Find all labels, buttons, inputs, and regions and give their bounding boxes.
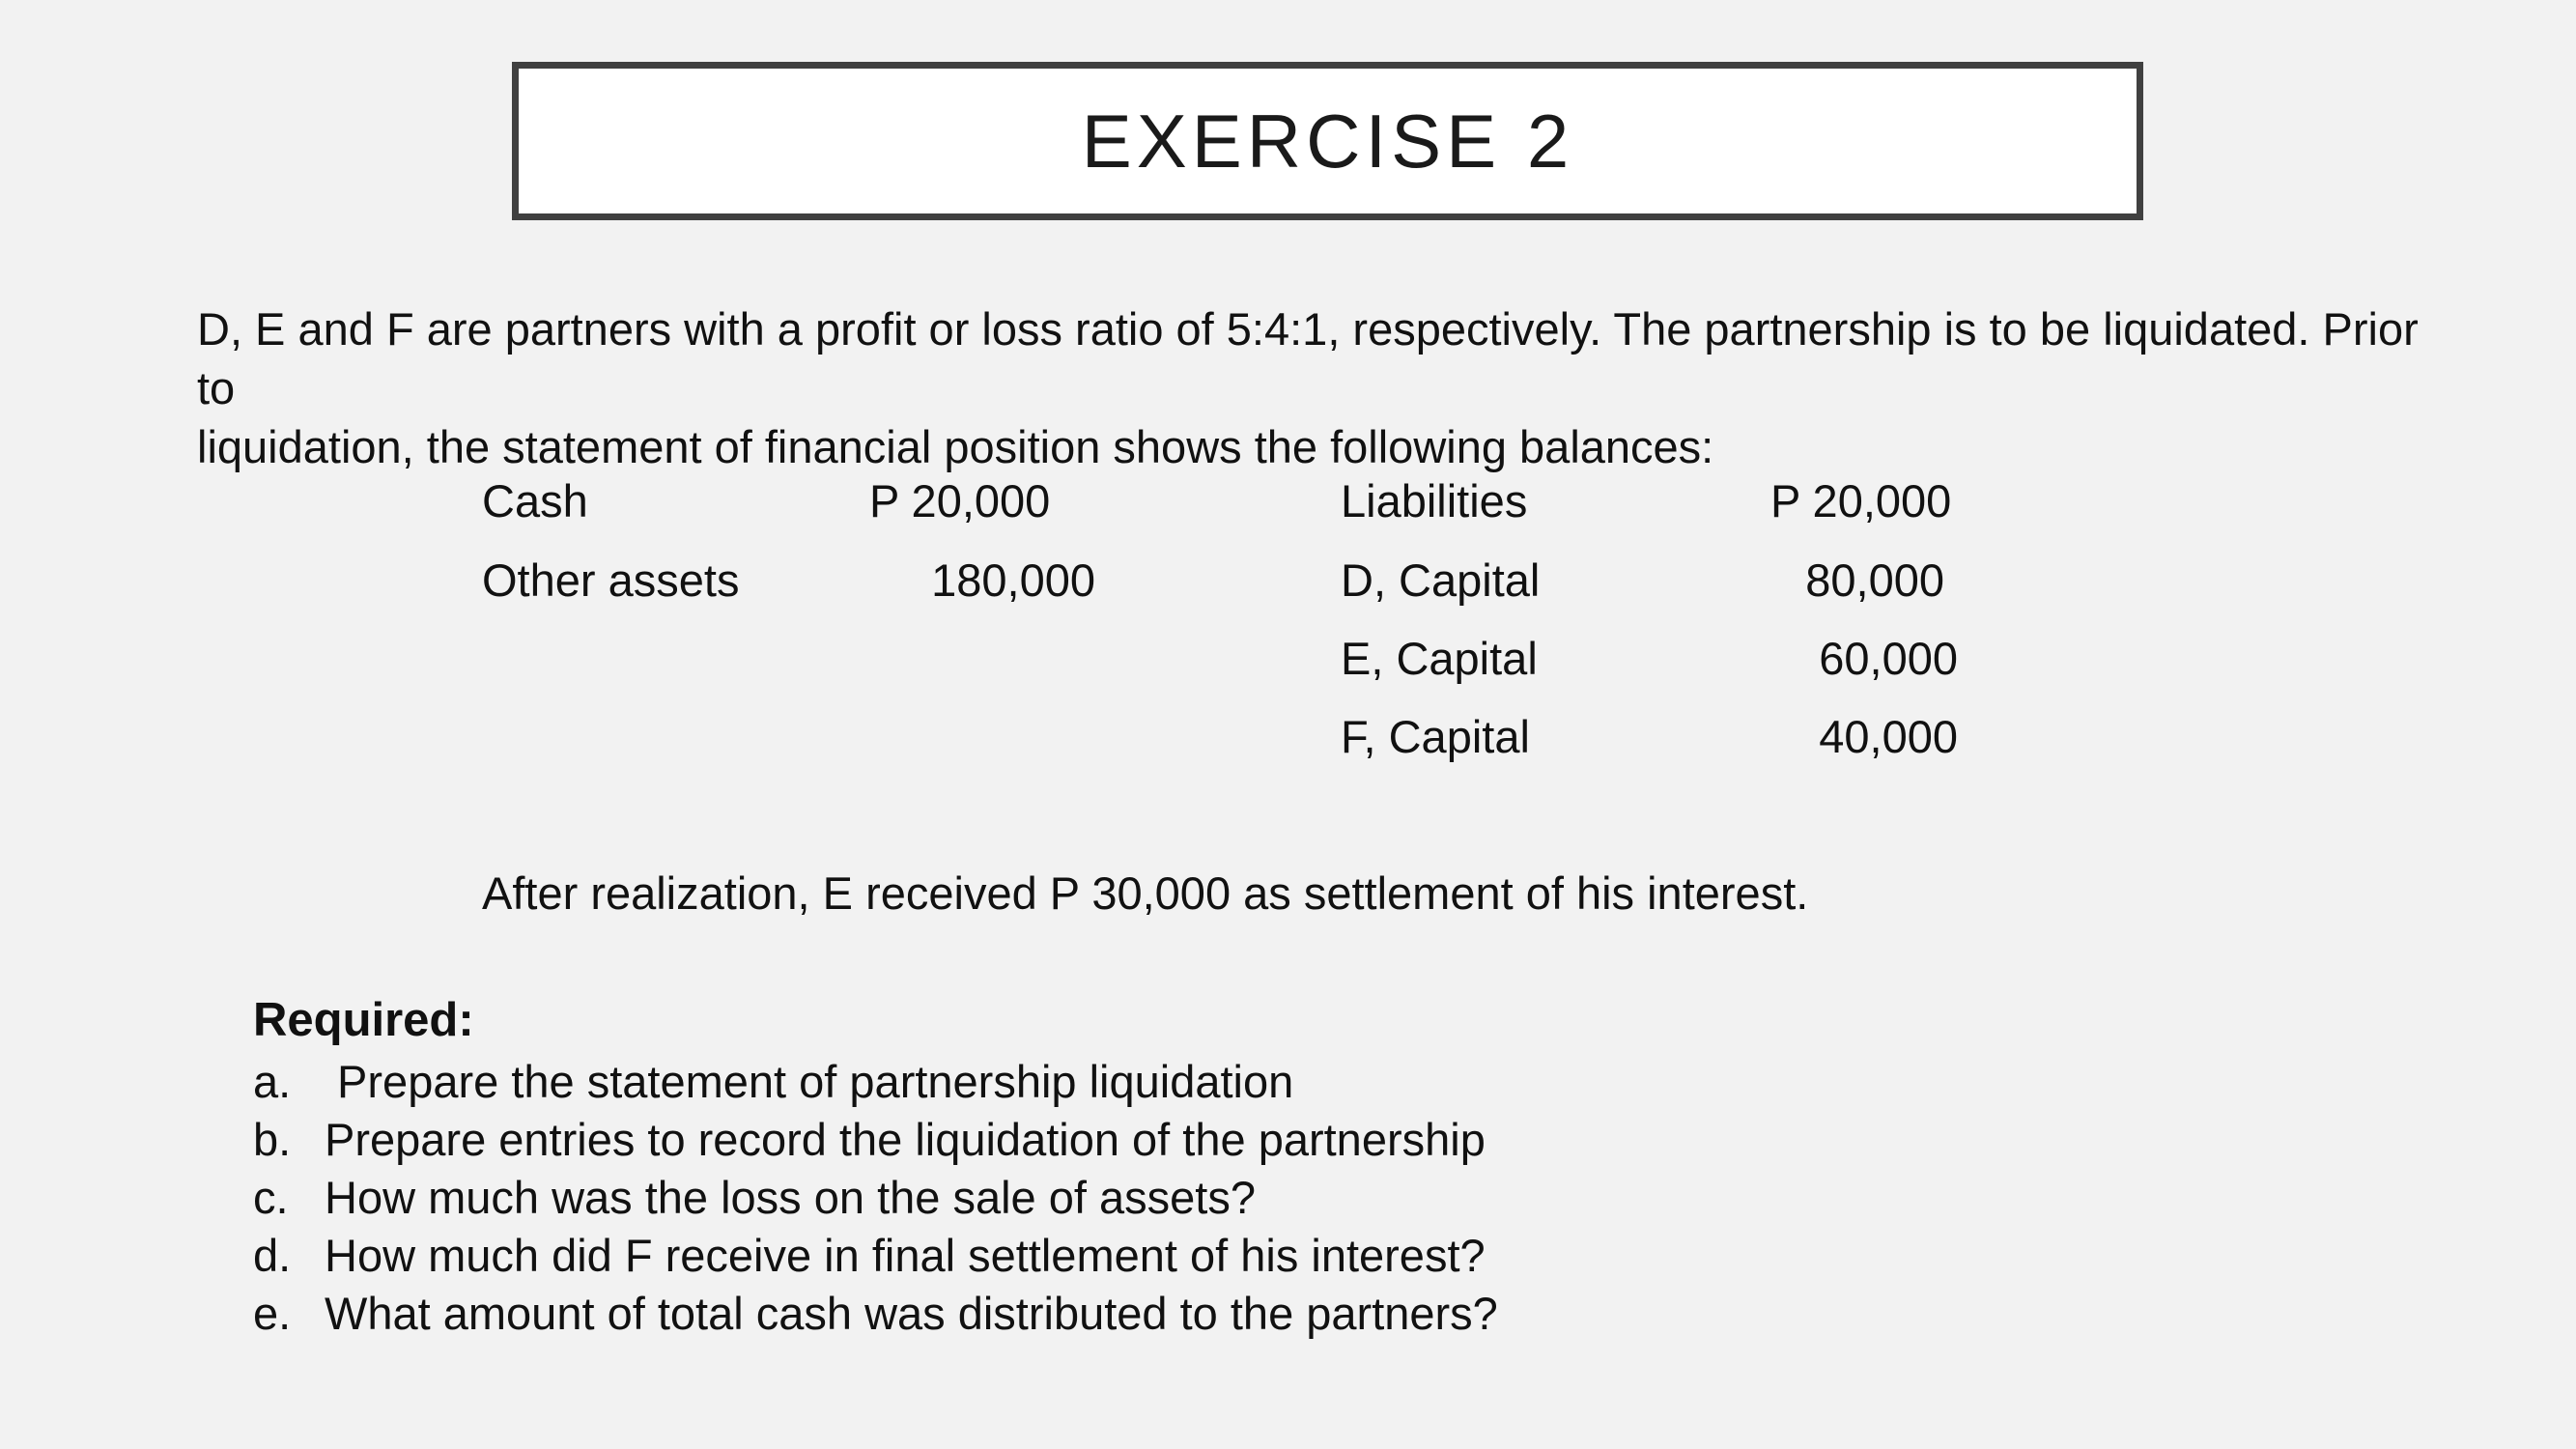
liab-label-d-capital: D, Capital — [1341, 554, 1541, 606]
required-item-letter: b. — [253, 1114, 292, 1165]
asset-amount-cash: P 20,000 — [869, 475, 1051, 526]
liab-label-f-capital: F, Capital — [1341, 711, 1530, 762]
liab-amount-f-capital: 40,000 — [1819, 711, 1958, 762]
required-item-text: How much did F receive in final settlement of his interest? — [325, 1230, 1486, 1281]
intro-line-2: liquidation, the statement of financial position shows the following balances: — [197, 421, 1714, 472]
after-realization-note: After realization, E received P 30,000 as settlement of his interest. — [482, 867, 1809, 919]
title-box — [512, 62, 2143, 220]
required-list — [253, 1053, 1498, 1343]
intro-paragraph — [197, 299, 2448, 476]
liab-amount-liabilities: P 20,000 — [1770, 475, 1952, 526]
asset-amount-other: 180,000 — [931, 554, 1095, 606]
required-item-letter: d. — [253, 1230, 292, 1281]
liab-label-liabilities: Liabilities — [1341, 475, 1528, 526]
liab-amount-d-capital: 80,000 — [1805, 554, 1944, 606]
required-heading: Required: — [253, 994, 474, 1046]
slide-title: EXERCISE 2 — [1081, 98, 1574, 184]
required-item-c — [253, 1169, 1498, 1227]
asset-label-cash: Cash — [482, 475, 588, 526]
required-item-text: Prepare entries to record the liquidation of the partnership — [325, 1114, 1486, 1165]
asset-label-other: Other assets — [482, 554, 740, 606]
intro-line-1: D, E and F are partners with a profit or loss ratio of 5:4:1, respectively. The partnership is to be liquidated. Prior to — [197, 303, 2419, 413]
required-item-d — [253, 1227, 1498, 1285]
required-item-e — [253, 1285, 1498, 1343]
required-item-letter: c. — [253, 1172, 289, 1223]
required-item-text: Prepare the statement of partnership liquidation — [325, 1056, 1294, 1107]
required-item-letter: e. — [253, 1288, 292, 1339]
required-item-a — [253, 1053, 1498, 1111]
required-item-text: What amount of total cash was distributed to the partners? — [325, 1288, 1498, 1339]
liab-label-e-capital: E, Capital — [1341, 633, 1538, 684]
liab-amount-e-capital: 60,000 — [1819, 633, 1958, 684]
required-item-b — [253, 1111, 1498, 1169]
required-item-text: How much was the loss on the sale of assets? — [325, 1172, 1256, 1223]
required-item-letter: a. — [253, 1056, 292, 1107]
